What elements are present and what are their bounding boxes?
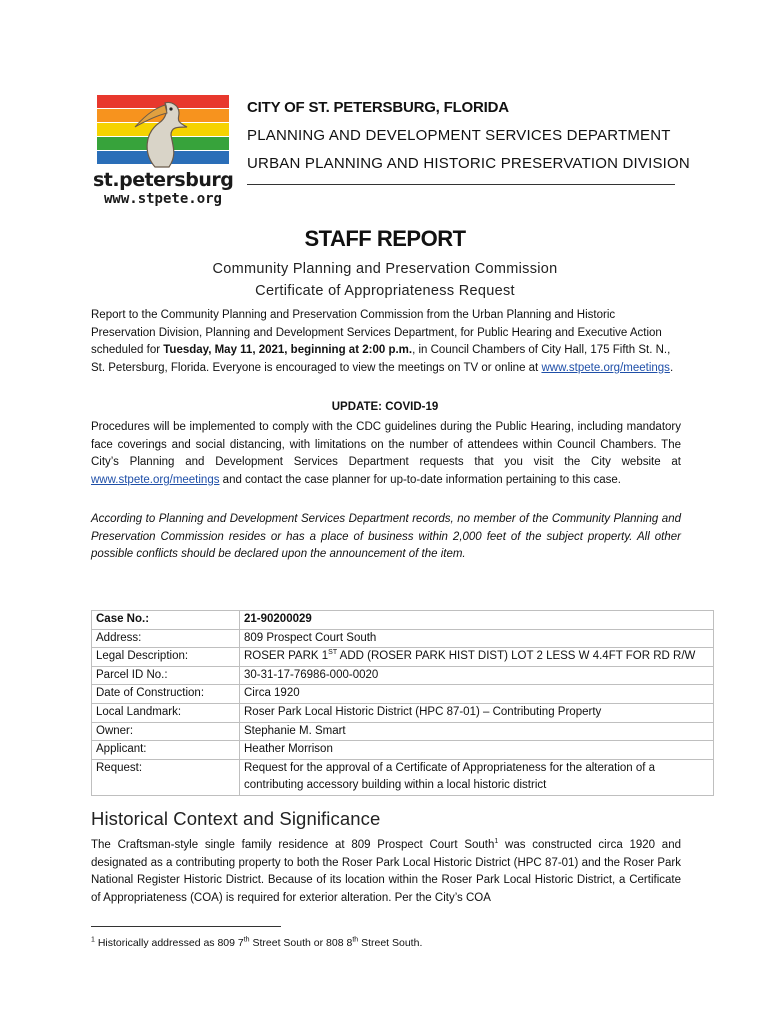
case-no-label: Case No.: — [92, 611, 240, 630]
owner-value: Stephanie M. Smart — [240, 722, 714, 741]
case-no-value: 21-90200029 — [240, 611, 714, 630]
case-info-table — [91, 610, 714, 796]
footnote-sup-b: th — [352, 936, 359, 944]
history-text: The Craftsman-style single family residence at 809 Prospect Court South — [91, 839, 495, 851]
table-row — [92, 759, 714, 795]
update-paragraph — [91, 419, 681, 489]
applicant-value: Heather Morrison — [240, 741, 714, 760]
table-row — [92, 741, 714, 760]
request-label: Request: — [92, 759, 240, 795]
table-row — [92, 703, 714, 722]
intro-end: . — [669, 361, 674, 374]
logo-wordmark: st.petersburg — [93, 169, 234, 191]
footnote-text-c: Street South. — [358, 937, 423, 949]
legal-value-a: ROSER PARK 1 — [244, 650, 329, 663]
city-name: CITY OF ST. PETERSBURG, FLORIDA — [247, 99, 509, 116]
table-row — [92, 611, 714, 630]
footnote-text: Historically addressed as 809 7 — [94, 937, 244, 949]
department-name: PLANNING AND DEVELOPMENT SERVICES DEPARTMENT — [247, 127, 671, 144]
landmark-value: Roser Park Local Historic District (HPC 87-01) – Contributing Property — [240, 703, 714, 722]
update-text-cont: and contact the case planner for up-to-date information pertaining to this case. — [219, 473, 621, 486]
report-subtitle-commission: Community Planning and Preservation Commission — [212, 261, 558, 277]
footnote-text-b: Street South or 808 8 — [249, 937, 353, 949]
legal-value — [240, 648, 714, 667]
parcel-value: 30-31-17-76986-000-0020 — [240, 666, 714, 685]
legal-value-b: ADD (ROSER PARK HIST DIST) LOT 2 LESS W 4.4FT FOR RD R/W — [337, 650, 696, 663]
footnote-mark: 1 — [91, 936, 95, 944]
history-text-cont: was constructed circa 1920 and designated as a contributing property to both the Roser Park Local Historic District (HPC 87-01) and the Roser Park National Register Historic District. Because of its location within the Roser Park Local Historic District, a Certificate of Appropriateness (COA) is required for exterior alteration. Per the City’s COA — [91, 839, 681, 904]
table-row — [92, 722, 714, 741]
parcel-label: Parcel ID No.: — [92, 666, 240, 685]
intro-text: Report to the Community Planning and Preservation Commission from the Urban Planning and Historic Preservation Division, Planning and Development Services Department, for Public Hearing and Executive Action scheduled for — [91, 309, 662, 357]
conflict-disclosure: According to Planning and Development Services Department records, no member of the Community Planning and Preservation Commission resides or has a place of business within 2,000 feet of the subject property. All other possible conflicts should be declared upon the announcement of the item. — [91, 513, 681, 561]
construction-label: Date of Construction: — [92, 685, 240, 704]
city-website-link[interactable]: www.stpete.org/meetings — [91, 473, 220, 486]
city-logo — [93, 93, 233, 211]
table-row — [92, 685, 714, 704]
update-heading: UPDATE: COVID-19 — [331, 401, 439, 413]
pelican-icon — [125, 97, 201, 169]
address-label: Address: — [92, 629, 240, 648]
footnote-divider — [91, 926, 281, 927]
table-row — [92, 648, 714, 667]
table-row — [92, 629, 714, 648]
header-divider — [247, 184, 675, 185]
owner-label: Owner: — [92, 722, 240, 741]
meetings-link[interactable]: www.stpete.org/meetings — [541, 361, 670, 374]
applicant-label: Applicant: — [92, 741, 240, 760]
intro-paragraph — [91, 307, 681, 377]
landmark-label: Local Landmark: — [92, 703, 240, 722]
legal-label: Legal Description: — [92, 648, 240, 667]
section-heading: Historical Context and Significance — [91, 808, 381, 829]
footnote — [91, 937, 422, 949]
report-subtitle-request: Certificate of Appropriateness Request — [255, 283, 515, 299]
division-name: URBAN PLANNING AND HISTORIC PRESERVATION DIVISION — [247, 155, 690, 172]
hearing-date: Tuesday, May 11, 2021, beginning at 2:00 p.m. — [163, 344, 413, 357]
logo-url: www.stpete.org — [103, 191, 222, 207]
update-text: Procedures will be implemented to comply with the CDC guidelines during the Public Hearing, including mandatory face coverings and social distancing, with limitations on the number of attendees within Council Chambers. The City’s Planning and Development Services Department requests that you visit the City website at — [91, 421, 681, 469]
construction-value: Circa 1920 — [240, 685, 714, 704]
footnote-ref[interactable]: 1 — [494, 838, 499, 846]
report-title: STAFF REPORT — [304, 226, 466, 251]
history-paragraph — [91, 837, 681, 907]
request-value: Request for the approval of a Certificate of Appropriateness for the alteration of a contributing accessory building within a local historic district — [240, 759, 714, 795]
table-row — [92, 666, 714, 685]
legal-value-sup: ST — [328, 649, 338, 657]
intro-text-cont: , in Council Chambers of City Hall, 175 Fifth St. N., St. Petersburg, Florida. Everyone is encouraged to view the meetings on TV or online at — [91, 344, 671, 374]
footnote-sup: th — [243, 936, 250, 944]
address-value: 809 Prospect Court South — [240, 629, 714, 648]
